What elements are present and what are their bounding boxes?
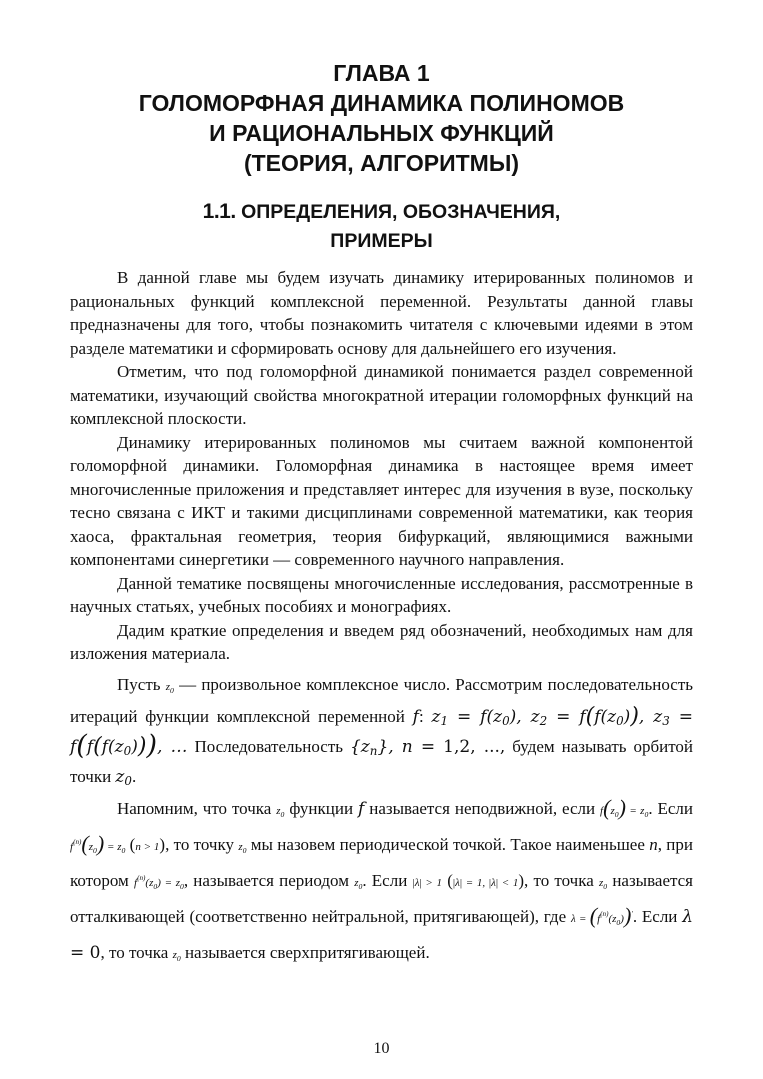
paragraph-2: Отметим, что под голоморфной динамикой понимается раздел современной математики, изучающий свойства многократной итерации голоморфных функций на комплексной плоскости. (70, 362, 693, 428)
formula-orbit-set: $\{z_n\}$, n = 1,2, ..., (349, 736, 506, 758)
formula-lambda-definition: $\lambda = (f^{(n)}(z_0))'$ (570, 902, 633, 928)
chapter-title-line-2: И РАЦИОНАЛЬНЫХ ФУНКЦИЙ (209, 120, 554, 146)
formula-lambda-zero: λ = 0 (70, 906, 693, 963)
paragraph-6: Пусть $z_0$ — произвольное комплексное число. Рассмотрим последовательность итераций функции комплексной переменной f: $z_1 = f(z_0)$, $z_2 = f(f(z_0))$, $z_3 = f(f(f(z_0)))$, … Последовательность $\{z_n\}$, n = 1,2, ..., будем называть орбитой точки $z_0$. (70, 674, 694, 788)
formula-periodic-point: $f^{(n)}(z_0) = z_0$ (70, 830, 126, 856)
paragraph-1: В данной главе мы будем изучать динамику итерированных полиномов и рациональных функций комплексной переменной. Результаты данной главы предназначены для того, чтобы познакомить читателя с ключевыми идеями в этом разделе математики и сформировать основу для дальнейшего его изучения. (70, 268, 693, 358)
formula-period: $f^{(n)}(z_0) = z_0$ (134, 873, 184, 891)
formula-lambda-greater-1: |λ| > 1 (412, 876, 443, 889)
formula-z0-end: $z_0$ (115, 766, 132, 788)
page-number: 10 (373, 1040, 390, 1057)
section-title-line-2: ПРИМЕРЫ (330, 230, 433, 252)
formula-lambda-conditions: |λ| = 1, |λ| < 1 (452, 876, 519, 889)
paragraph-4: Данной тематике посвящены многочисленные исследования, рассмотренные в научных статьях, учебных пособиях и монографиях. (70, 573, 693, 616)
paragraph-7: Напомним, что точка $z_0$ функции f называется неподвижной, если $f(z_0) = z_0$. Если $f^{(n)}(z_0) = z_0$ (n > 1), то точку $z_0$ мы назовем периодической точкой. Такое наименьшее n, при котором $f^{(n)}(z_0) = z_0$, называется периодом $z_0$. Если |λ| > 1 (|λ| = 1, |λ| < 1), то точка $z_0$ называется отталкивающей (соответственно нейтральной, притягивающей), где $\lambda = (f^{(n)}(z_0))'$. Если λ = 0, то точка $z_0$ называется сверхпритягивающей. (70, 794, 694, 963)
formula-n: n (649, 834, 658, 854)
formula-f: f (358, 798, 365, 819)
chapter-title-line-3: (ТЕОРИЯ, АЛГОРИТМЫ) (243, 150, 520, 176)
chapter-heading (0, 58, 763, 178)
formula-f: f (412, 706, 419, 727)
section-title-line-1: ОПРЕДЕЛЕНИЯ, ОБОЗНАЧЕНИЯ, (241, 201, 561, 223)
paragraph-3: Динамику итерированных полиномов мы считаем важной компонентой голоморфной динамики. Голоморфная динамика в настоящее время имеет многочисленные приложения и представляет интерес для изучения в вузе, поскольку тесно связана с ИКТ и такими дисциплинами современной математики, как теория хаоса, фрактальная геометрия, теория бифуркаций, являющимися важными компонентами синергетики — современного научного направления. (70, 432, 693, 569)
section-number: 1.1. (202, 200, 236, 223)
formula-orbit-iterations: $z_1 = f(z_0)$, $z_2 = f(f(z_0))$, $z_3 = f(f(f(z_0)))$, … (70, 703, 693, 761)
formula-z0: $z_0$ (165, 680, 174, 695)
formula-z0: $z_0$ (354, 876, 363, 891)
formula-z0: $z_0$ (276, 804, 285, 819)
chapter-title-line-1: ГОЛОМОРФНАЯ ДИНАМИКА ПОЛИНОМОВ (138, 90, 625, 116)
formula-z0: $z_0$ (238, 840, 247, 855)
body-text (70, 266, 693, 972)
formula-fixed-point: $f(z_0) = z_0$ (600, 794, 649, 820)
chapter-label: ГЛАВА 1 (333, 60, 430, 86)
section-heading (0, 197, 763, 256)
formula-z0: $z_0$ (172, 948, 181, 963)
formula-n-greater-1: n > 1 (135, 840, 160, 853)
formula-z0: $z_0$ (598, 876, 608, 891)
paragraph-5: Дадим краткие определения и введем ряд обозначений, необходимых нам для изложения материала. (70, 620, 693, 663)
